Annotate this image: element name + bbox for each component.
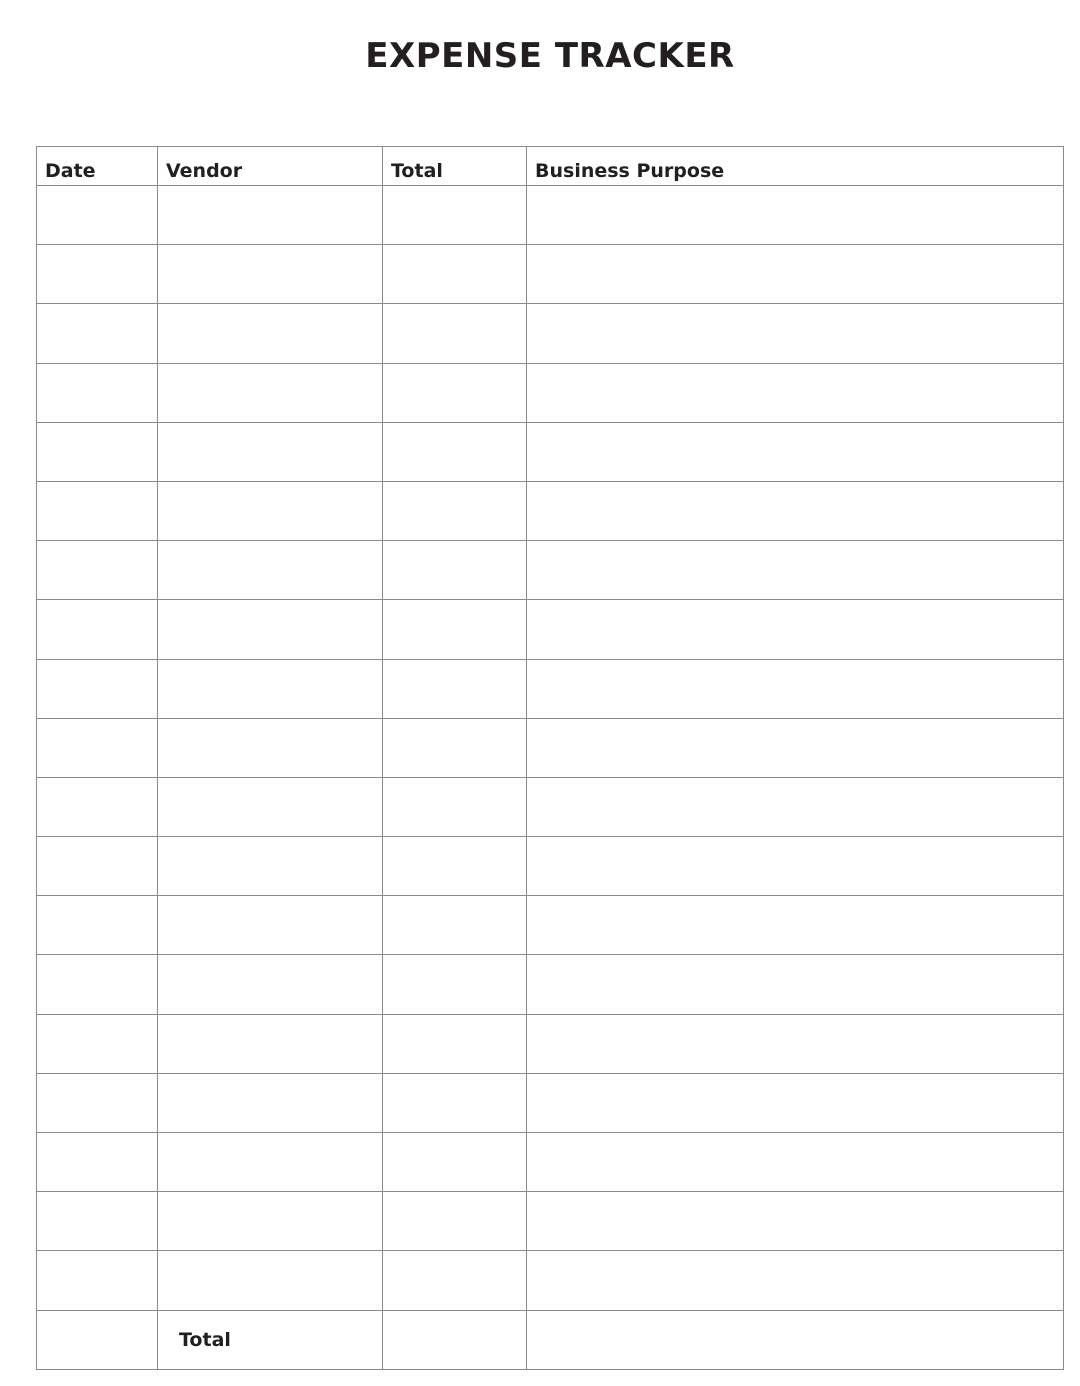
business-purpose-cell[interactable] bbox=[527, 777, 1064, 836]
column-header-date: Date bbox=[37, 147, 158, 186]
table-row bbox=[37, 363, 1064, 422]
business-purpose-cell[interactable] bbox=[527, 541, 1064, 600]
vendor-cell[interactable] bbox=[158, 837, 383, 896]
business-purpose-cell[interactable] bbox=[527, 896, 1064, 955]
table-row bbox=[37, 1133, 1064, 1192]
total-cell[interactable] bbox=[383, 955, 527, 1014]
business-purpose-cell[interactable] bbox=[527, 1014, 1064, 1073]
vendor-cell[interactable] bbox=[158, 1133, 383, 1192]
date-cell[interactable] bbox=[37, 363, 158, 422]
total-cell[interactable] bbox=[383, 363, 527, 422]
total-date-cell[interactable] bbox=[37, 1310, 158, 1369]
table-row bbox=[37, 896, 1064, 955]
total-cell[interactable] bbox=[383, 718, 527, 777]
vendor-cell[interactable] bbox=[158, 481, 383, 540]
table-row bbox=[37, 1251, 1064, 1310]
total-cell[interactable] bbox=[383, 600, 527, 659]
vendor-cell[interactable] bbox=[158, 777, 383, 836]
business-purpose-cell[interactable] bbox=[527, 186, 1064, 245]
total-cell[interactable] bbox=[383, 1014, 527, 1073]
total-row bbox=[37, 1310, 1064, 1369]
date-cell[interactable] bbox=[37, 422, 158, 481]
total-cell[interactable] bbox=[383, 659, 527, 718]
table-row bbox=[37, 600, 1064, 659]
date-cell[interactable] bbox=[37, 837, 158, 896]
page-title: EXPENSE TRACKER bbox=[365, 36, 735, 76]
table-row bbox=[37, 481, 1064, 540]
business-purpose-cell[interactable] bbox=[527, 304, 1064, 363]
date-cell[interactable] bbox=[37, 304, 158, 363]
date-cell[interactable] bbox=[37, 1251, 158, 1310]
date-cell[interactable] bbox=[37, 541, 158, 600]
vendor-cell[interactable] bbox=[158, 1073, 383, 1132]
table-row bbox=[37, 186, 1064, 245]
table-row bbox=[37, 541, 1064, 600]
date-cell[interactable] bbox=[37, 777, 158, 836]
business-purpose-cell[interactable] bbox=[527, 600, 1064, 659]
business-purpose-cell[interactable] bbox=[527, 422, 1064, 481]
date-cell[interactable] bbox=[37, 718, 158, 777]
total-cell[interactable] bbox=[383, 304, 527, 363]
date-cell[interactable] bbox=[37, 1073, 158, 1132]
date-cell[interactable] bbox=[37, 245, 158, 304]
vendor-cell[interactable] bbox=[158, 245, 383, 304]
date-cell[interactable] bbox=[37, 1133, 158, 1192]
date-cell[interactable] bbox=[37, 896, 158, 955]
date-cell[interactable] bbox=[37, 600, 158, 659]
date-cell[interactable] bbox=[37, 1192, 158, 1251]
total-cell[interactable] bbox=[383, 1251, 527, 1310]
business-purpose-cell[interactable] bbox=[527, 363, 1064, 422]
column-header-vendor: Vendor bbox=[158, 147, 383, 186]
table-row bbox=[37, 1014, 1064, 1073]
table-row bbox=[37, 1192, 1064, 1251]
table-header-row bbox=[37, 147, 1064, 186]
table-row bbox=[37, 304, 1064, 363]
vendor-cell[interactable] bbox=[158, 422, 383, 481]
vendor-cell[interactable] bbox=[158, 600, 383, 659]
business-purpose-cell[interactable] bbox=[527, 1192, 1064, 1251]
vendor-cell[interactable] bbox=[158, 955, 383, 1014]
total-cell[interactable] bbox=[383, 1192, 527, 1251]
table-row bbox=[37, 659, 1064, 718]
business-purpose-cell[interactable] bbox=[527, 1251, 1064, 1310]
column-header-total: Total bbox=[383, 147, 527, 186]
business-purpose-cell[interactable] bbox=[527, 837, 1064, 896]
date-cell[interactable] bbox=[37, 955, 158, 1014]
total-label: Total bbox=[158, 1310, 383, 1369]
vendor-cell[interactable] bbox=[158, 186, 383, 245]
total-purpose-cell[interactable] bbox=[527, 1310, 1064, 1369]
business-purpose-cell[interactable] bbox=[527, 1073, 1064, 1132]
vendor-cell[interactable] bbox=[158, 304, 383, 363]
date-cell[interactable] bbox=[37, 186, 158, 245]
table-row bbox=[37, 1073, 1064, 1132]
business-purpose-cell[interactable] bbox=[527, 955, 1064, 1014]
business-purpose-cell[interactable] bbox=[527, 718, 1064, 777]
vendor-cell[interactable] bbox=[158, 896, 383, 955]
date-cell[interactable] bbox=[37, 659, 158, 718]
table-row bbox=[37, 955, 1064, 1014]
business-purpose-cell[interactable] bbox=[527, 659, 1064, 718]
total-cell[interactable] bbox=[383, 837, 527, 896]
total-cell[interactable] bbox=[383, 896, 527, 955]
table-row bbox=[37, 245, 1064, 304]
vendor-cell[interactable] bbox=[158, 1192, 383, 1251]
date-cell[interactable] bbox=[37, 1014, 158, 1073]
table-row bbox=[37, 422, 1064, 481]
total-cell[interactable] bbox=[383, 541, 527, 600]
total-amount-cell[interactable] bbox=[383, 1310, 527, 1369]
total-cell[interactable] bbox=[383, 186, 527, 245]
vendor-cell[interactable] bbox=[158, 1014, 383, 1073]
total-cell[interactable] bbox=[383, 481, 527, 540]
vendor-cell[interactable] bbox=[158, 541, 383, 600]
table-row bbox=[37, 777, 1064, 836]
business-purpose-cell[interactable] bbox=[527, 245, 1064, 304]
date-cell[interactable] bbox=[37, 481, 158, 540]
total-cell[interactable] bbox=[383, 1133, 527, 1192]
table-row bbox=[37, 837, 1064, 896]
total-cell[interactable] bbox=[383, 422, 527, 481]
column-header-business-purpose: Business Purpose bbox=[527, 147, 1064, 186]
total-cell[interactable] bbox=[383, 777, 527, 836]
total-cell[interactable] bbox=[383, 245, 527, 304]
vendor-cell[interactable] bbox=[158, 659, 383, 718]
vendor-cell[interactable] bbox=[158, 718, 383, 777]
table-row bbox=[37, 718, 1064, 777]
expense-table bbox=[36, 146, 1064, 1370]
business-purpose-cell[interactable] bbox=[527, 481, 1064, 540]
business-purpose-cell[interactable] bbox=[527, 1133, 1064, 1192]
vendor-cell[interactable] bbox=[158, 1251, 383, 1310]
total-cell[interactable] bbox=[383, 1073, 527, 1132]
vendor-cell[interactable] bbox=[158, 363, 383, 422]
